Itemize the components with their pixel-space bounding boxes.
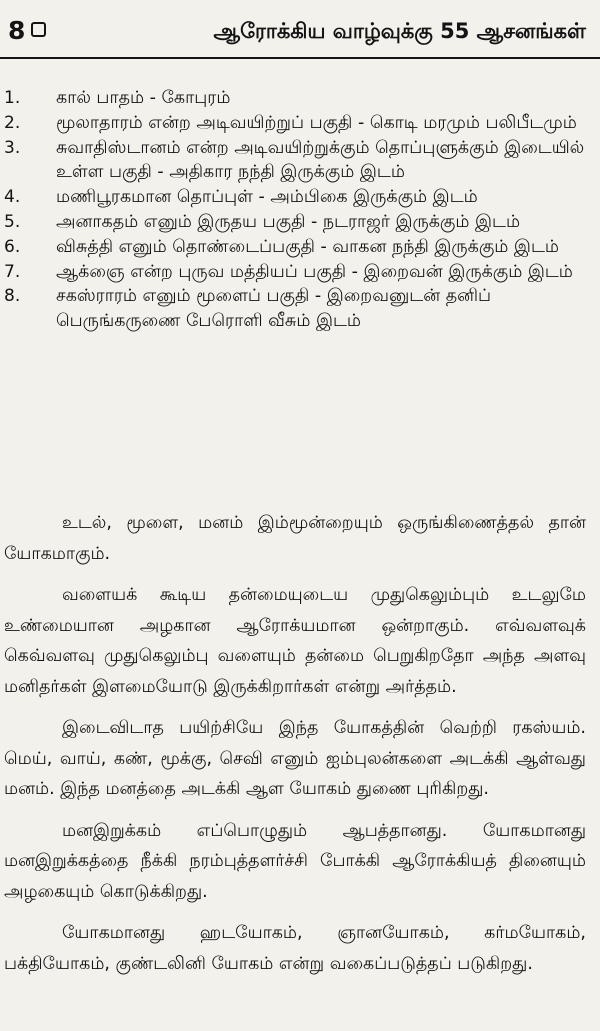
list-item-text: மூலாதாரம் என்ற அடிவயிற்றுப் பகுதி - கொடி மரமும் பலிபீடமும் [56,112,577,133]
list-item-text: சகஸ்ராரம் எனும் மூளைப் பகுதி - இறைவனுடன் தனிப் பெருங்கருணை பேரொளி வீசும் இடம் [56,286,492,332]
header-rule [0,57,600,59]
list-item [4,260,586,285]
list-item-text: சுவாதிஸ்டானம் என்ற அடிவயிற்றுக்கும் தொப்புளுக்கும் இடையில் உள்ள பகுதி - அதிகார நந்தி இருக்கும் இடம் [56,137,585,183]
paragraph: இடைவிடாத பயிற்சியே இந்த யோகத்தின் வெற்றி ரகஸ்யம். மெய், வாய், கண், மூக்கு, செவி எனும் ஐம்புலன்களை அடக்கி ஆள்வது மனம். இந்த மனத்தை அடக்கி ஆள யோகம் துணை புரிகிறது. [4,718,586,799]
page-header [4,12,586,52]
list-item-text: விசுத்தி எனும் தொண்டைப்பகுதி - வாகன நந்தி இருக்கும் இடம் [56,236,559,257]
list-item-number: 7. [4,261,21,282]
list-item-number: 8. [4,286,21,307]
page-number: 8 [8,16,26,45]
list-item-number: 2. [4,112,21,133]
paragraph: வளையக் கூடிய தன்மையுடைய முதுகெலும்பும் உடலுமே உண்மையான அழகான ஆரோக்யமான ஒன்றாகும். எவ்வளவுக் கெவ்வளவு முதுகெலும்பு வளையும் தன்மை பெறுகிறதோ அந்த அளவு மனிதர்கள் இளமையோடு இருக்கிறார்கள் என்று அர்த்தம். [4,585,586,697]
running-title: ஆரோக்கிய வாழ்வுக்கு 55 ஆசனங்கள் [213,19,586,43]
list-item [4,284,586,334]
list-item [4,235,586,260]
list-item [4,111,586,136]
list-item-text: கால் பாதம் - கோபுரம் [56,88,231,108]
list-item [4,210,586,235]
list-item-number: 4. [4,187,21,208]
paragraph: யோகமானது ஹடயோகம், ஞானயோகம், கர்மயோகம், பக்தியோகம், குண்டலினி யோகம் என்று வகைப்படுத்தப் படுகிறது. [4,923,586,974]
list-item-text: மணிபூரகமான தொப்புள் - அம்பிகை இருக்கும் இடம் [56,187,478,208]
paragraph: மனஇறுக்கம் எப்பொழுதும் ஆபத்தானது. யோகமானது மனஇறுக்கத்தை நீக்கி நரம்புத்தளர்ச்சி போக்கி ஆரோக்கியத் தினையும் அழகையும் கொடுக்கிறது. [4,820,586,902]
list-item [4,185,586,210]
page-box-icon [31,22,46,37]
list-item-number: 5. [4,211,21,232]
list-item-text: அனாகதம் எனும் இருதய பகுதி - நடராஜர் இருக்கும் இடம் [56,211,521,232]
list-item-number: 3. [4,137,21,158]
list-item-text: ஆக்ஞை என்ற புருவ மத்தியப் பகுதி - இறைவன் இருக்கும் இடம் [56,261,573,282]
list-item [4,86,586,111]
list-item-number: 6. [4,236,21,257]
list-item [4,136,586,186]
body-text [4,508,586,979]
paragraph: உடல், மூளை, மனம் இம்மூன்றையும் ஒருங்கிணைத்தல் தான் யோகமாகும். [4,513,586,564]
list-item-number: 1. [4,88,21,108]
chakra-list [4,86,586,334]
